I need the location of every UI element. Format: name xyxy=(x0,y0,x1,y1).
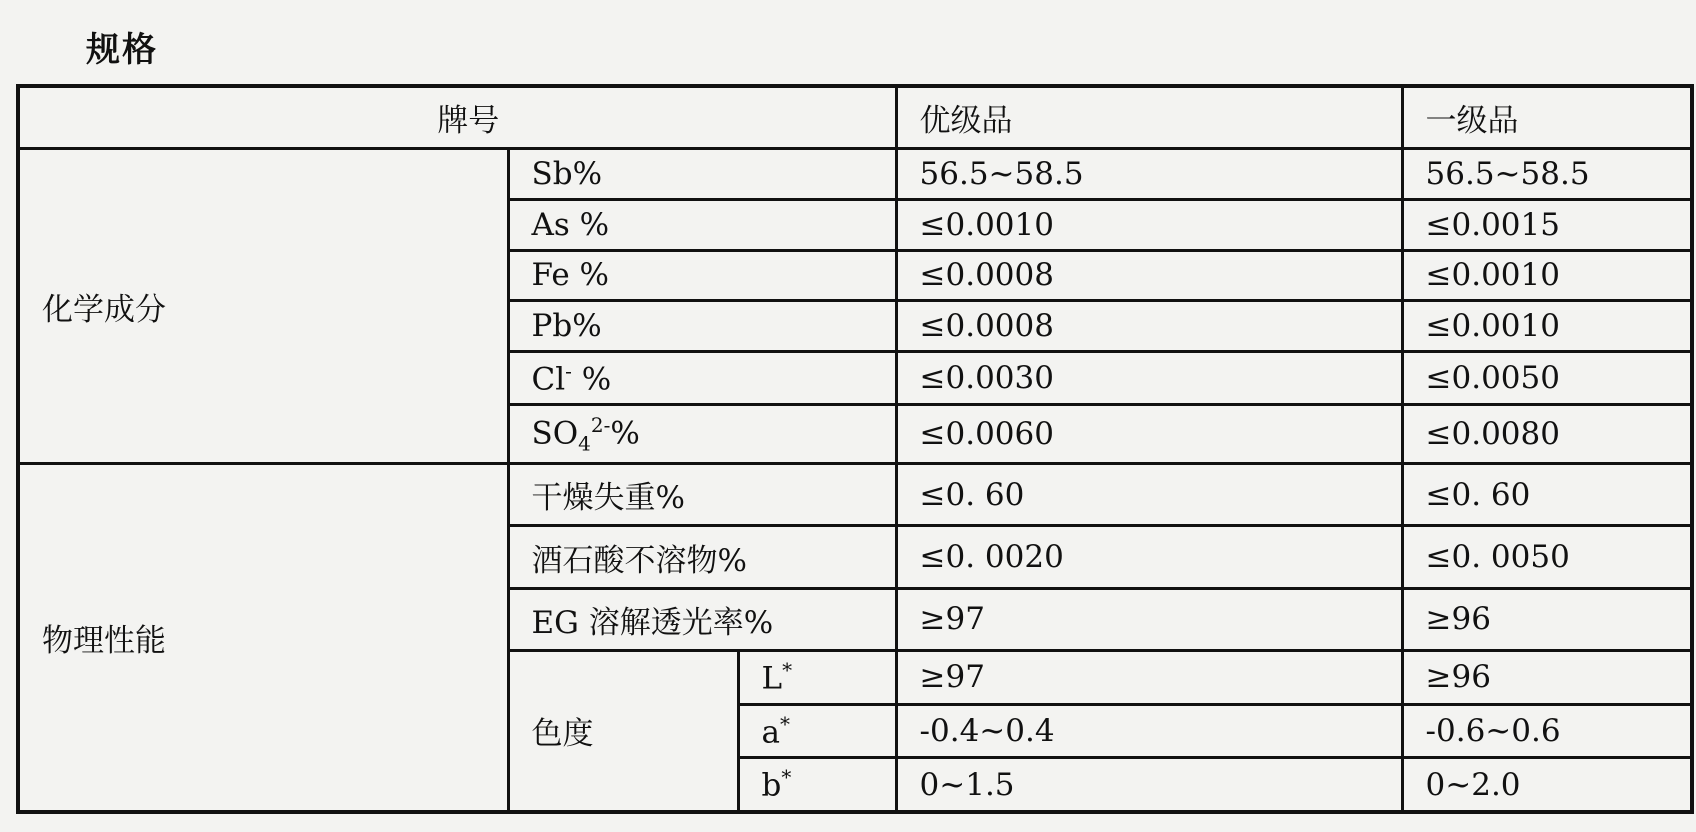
item-so4-sub: 4 xyxy=(578,431,591,456)
item-chromaticity: 色度 xyxy=(508,650,738,812)
value-first: -0.6~0.6 xyxy=(1402,704,1692,758)
item-tartaric-insoluble: 酒石酸不溶物% xyxy=(508,526,896,588)
item-so4-sup: 2- xyxy=(590,412,611,437)
table-row xyxy=(18,149,1692,200)
value-first: 0~2.0 xyxy=(1402,758,1692,812)
value-first: ≤0.0010 xyxy=(1402,301,1692,352)
value-first: ≤0.0010 xyxy=(1402,250,1692,301)
item-color-b xyxy=(738,758,896,812)
color-a-base: a xyxy=(761,714,780,750)
item-fe: Fe % xyxy=(508,250,896,301)
table-row xyxy=(18,464,1692,526)
color-l-base: L xyxy=(761,660,783,697)
value-first: 56.5~58.5 xyxy=(1402,149,1692,200)
item-so4-base: SO xyxy=(531,415,579,452)
value-first: ≤0. 60 xyxy=(1402,464,1692,526)
value-premium: 0~1.5 xyxy=(896,758,1402,812)
value-first: ≥96 xyxy=(1402,650,1692,704)
value-first: ≤0. 0050 xyxy=(1402,526,1692,588)
header-grade-premium: 优级品 xyxy=(896,86,1402,149)
value-premium: ≤0.0008 xyxy=(896,301,1402,352)
item-as: As % xyxy=(508,199,896,250)
value-premium: ≤0.0008 xyxy=(896,250,1402,301)
value-premium: ≤0.0060 xyxy=(896,405,1402,464)
value-premium: -0.4~0.4 xyxy=(896,704,1402,758)
item-sb: Sb% xyxy=(508,149,896,200)
header-row xyxy=(18,86,1692,149)
item-cl xyxy=(508,351,896,405)
value-premium: ≥97 xyxy=(896,650,1402,704)
value-first: ≤0.0080 xyxy=(1402,405,1692,464)
color-b-base: b xyxy=(761,767,782,804)
item-cl-sup: - xyxy=(565,358,572,383)
item-eg-transmittance: EG 溶解透光率% xyxy=(508,588,896,650)
specification-table xyxy=(16,84,1694,814)
value-premium: ≤0.0010 xyxy=(896,199,1402,250)
color-a-sup: * xyxy=(779,711,790,736)
color-b-sup: * xyxy=(781,765,792,790)
item-color-l xyxy=(738,650,896,704)
value-premium: ≤0.0030 xyxy=(896,351,1402,405)
item-cl-base: Cl xyxy=(531,361,566,398)
header-brand: 牌号 xyxy=(18,86,896,149)
value-first: ≥96 xyxy=(1402,588,1692,650)
item-pb: Pb% xyxy=(508,301,896,352)
item-drying-loss: 干燥失重% xyxy=(508,464,896,526)
value-first: ≤0.0015 xyxy=(1402,199,1692,250)
value-premium: ≤0. 60 xyxy=(896,464,1402,526)
group-physical: 物理性能 xyxy=(18,464,508,812)
page-title: 规格 xyxy=(86,30,158,70)
item-so4 xyxy=(508,405,896,464)
color-l-sup: * xyxy=(782,658,793,683)
value-premium: ≥97 xyxy=(896,588,1402,650)
group-chemical: 化学成分 xyxy=(18,149,508,464)
item-cl-suffix: % xyxy=(571,361,612,398)
header-grade-first: 一级品 xyxy=(1402,86,1692,149)
item-so4-suffix: % xyxy=(610,415,640,452)
item-color-a xyxy=(738,704,896,758)
value-premium: ≤0. 0020 xyxy=(896,526,1402,588)
value-first: ≤0.0050 xyxy=(1402,351,1692,405)
value-premium: 56.5~58.5 xyxy=(896,149,1402,200)
